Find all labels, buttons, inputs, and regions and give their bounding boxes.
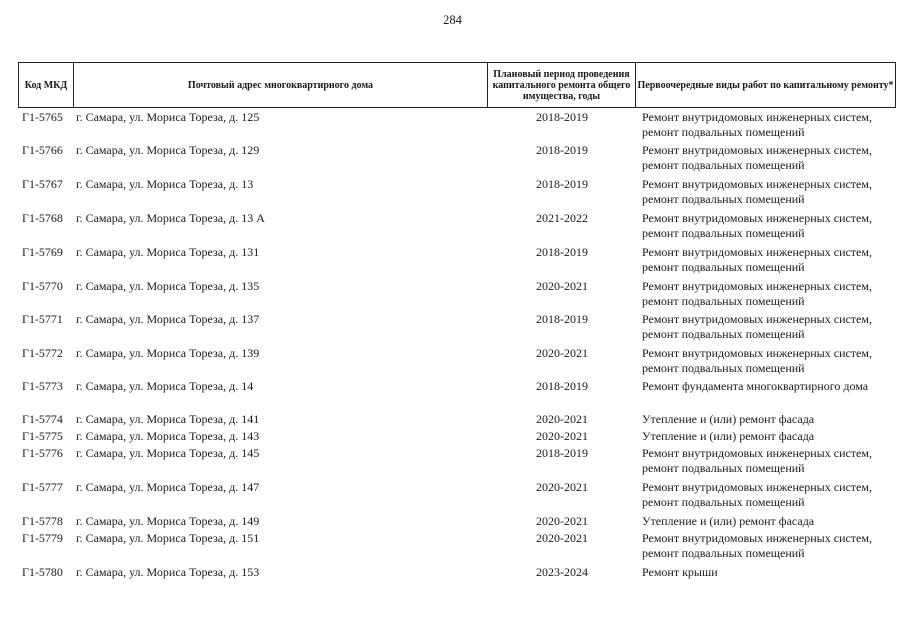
row-address: г. Самара, ул. Мориса Тореза, д. 131 bbox=[76, 245, 260, 259]
row-period: 2018-2019 bbox=[536, 312, 588, 326]
row-period: 2020-2021 bbox=[536, 279, 588, 293]
row-period: 2018-2019 bbox=[536, 143, 588, 157]
row-code: Г1-5769 bbox=[22, 245, 63, 259]
row-works-line: Ремонт внутридомовых инженерных систем, bbox=[642, 177, 872, 191]
row-works bbox=[642, 211, 900, 241]
row-works-line: ремонт подвальных помещений bbox=[642, 361, 805, 375]
header-address: Почтовый адрес многоквартирного дома bbox=[74, 63, 488, 107]
row-address: г. Самара, ул. Мориса Тореза, д. 129 bbox=[76, 143, 260, 157]
row-code: Г1-5779 bbox=[22, 531, 63, 545]
row-code: Г1-5776 bbox=[22, 446, 63, 460]
row-address: г. Самара, ул. Мориса Тореза, д. 149 bbox=[76, 514, 260, 528]
row-code: Г1-5766 bbox=[22, 143, 63, 157]
row-period: 2018-2019 bbox=[536, 245, 588, 259]
row-works-line: ремонт подвальных помещений bbox=[642, 294, 805, 308]
row-address: г. Самара, ул. Мориса Тореза, д. 13 bbox=[76, 177, 254, 191]
row-address: г. Самара, ул. Мориса Тореза, д. 151 bbox=[76, 531, 260, 545]
row-code: Г1-5768 bbox=[22, 211, 63, 225]
row-works bbox=[642, 245, 900, 275]
row-period: 2020-2021 bbox=[536, 480, 588, 494]
row-period: 2020-2021 bbox=[536, 412, 588, 426]
row-works-line: ремонт подвальных помещений bbox=[642, 125, 805, 139]
row-address: г. Самара, ул. Мориса Тореза, д. 135 bbox=[76, 279, 260, 293]
row-works-line: ремонт подвальных помещений bbox=[642, 461, 805, 475]
row-works bbox=[642, 429, 900, 444]
row-works-line: Утепление и (или) ремонт фасада bbox=[642, 514, 815, 528]
row-period: 2020-2021 bbox=[536, 429, 588, 443]
row-works-line: Ремонт внутридомовых инженерных систем, bbox=[642, 531, 872, 545]
row-code: Г1-5777 bbox=[22, 480, 63, 494]
row-works-line: Ремонт внутридомовых инженерных систем, bbox=[642, 312, 872, 326]
row-period: 2018-2019 bbox=[536, 379, 588, 393]
row-works-line: Ремонт внутридомовых инженерных систем, bbox=[642, 110, 872, 124]
row-code: Г1-5773 bbox=[22, 379, 63, 393]
row-works bbox=[642, 379, 900, 394]
row-works bbox=[642, 110, 900, 140]
row-code: Г1-5778 bbox=[22, 514, 63, 528]
row-works-line: Ремонт внутридомовых инженерных систем, bbox=[642, 480, 872, 494]
row-works-line: ремонт подвальных помещений bbox=[642, 158, 805, 172]
row-address: г. Самара, ул. Мориса Тореза, д. 145 bbox=[76, 446, 260, 460]
row-works-line: Ремонт внутридомовых инженерных систем, bbox=[642, 446, 872, 460]
page-number: 284 bbox=[443, 13, 462, 27]
row-period: 2023-2024 bbox=[536, 565, 588, 579]
row-works bbox=[642, 177, 900, 207]
header-period: Плановый период проведения капитального ремонта общего имущества, годы bbox=[488, 63, 636, 107]
row-works-line: Ремонт внутридомовых инженерных систем, bbox=[642, 245, 872, 259]
row-works-line: Ремонт фундамента многоквартирного дома bbox=[642, 379, 869, 393]
row-works-line: ремонт подвальных помещений bbox=[642, 495, 805, 509]
row-period: 2018-2019 bbox=[536, 446, 588, 460]
row-code: Г1-5774 bbox=[22, 412, 63, 426]
row-address: г. Самара, ул. Мориса Тореза, д. 125 bbox=[76, 110, 260, 124]
row-works-line: Ремонт внутридомовых инженерных систем, bbox=[642, 346, 872, 360]
row-period: 2020-2021 bbox=[536, 531, 588, 545]
row-works-line: ремонт подвальных помещений bbox=[642, 546, 805, 560]
row-works-line: ремонт подвальных помещений bbox=[642, 226, 805, 240]
row-works bbox=[642, 143, 900, 173]
row-address: г. Самара, ул. Мориса Тореза, д. 147 bbox=[76, 480, 260, 494]
row-code: Г1-5780 bbox=[22, 565, 63, 579]
row-works bbox=[642, 480, 900, 510]
row-works-line: Утепление и (или) ремонт фасада bbox=[642, 429, 815, 443]
row-works bbox=[642, 346, 900, 376]
row-works-line: Ремонт внутридомовых инженерных систем, bbox=[642, 279, 872, 293]
row-works bbox=[642, 565, 900, 580]
row-works bbox=[642, 412, 900, 427]
row-code: Г1-5770 bbox=[22, 279, 63, 293]
row-address: г. Самара, ул. Мориса Тореза, д. 14 bbox=[76, 379, 254, 393]
row-works-line: Утепление и (или) ремонт фасада bbox=[642, 412, 815, 426]
row-works bbox=[642, 531, 900, 561]
row-works-line: Ремонт внутридомовых инженерных систем, bbox=[642, 143, 872, 157]
row-period: 2021-2022 bbox=[536, 211, 588, 225]
row-address: г. Самара, ул. Мориса Тореза, д. 13 А bbox=[76, 211, 265, 225]
row-period: 2018-2019 bbox=[536, 110, 588, 124]
row-code: Г1-5775 bbox=[22, 429, 63, 443]
row-works-line: Ремонт внутридомовых инженерных систем, bbox=[642, 211, 872, 225]
row-period: 2020-2021 bbox=[536, 514, 588, 528]
row-address: г. Самара, ул. Мориса Тореза, д. 141 bbox=[76, 412, 260, 426]
row-code: Г1-5771 bbox=[22, 312, 63, 326]
row-address: г. Самара, ул. Мориса Тореза, д. 153 bbox=[76, 565, 260, 579]
row-works bbox=[642, 279, 900, 309]
row-works-line: Ремонт крыши bbox=[642, 565, 718, 579]
row-address: г. Самара, ул. Мориса Тореза, д. 143 bbox=[76, 429, 260, 443]
row-code: Г1-5767 bbox=[22, 177, 63, 191]
row-period: 2020-2021 bbox=[536, 346, 588, 360]
row-works bbox=[642, 446, 900, 476]
row-code: Г1-5765 bbox=[22, 110, 63, 124]
row-period: 2018-2019 bbox=[536, 177, 588, 191]
row-works-line: ремонт подвальных помещений bbox=[642, 327, 805, 341]
row-works-line: ремонт подвальных помещений bbox=[642, 260, 805, 274]
row-works-line: ремонт подвальных помещений bbox=[642, 192, 805, 206]
row-code: Г1-5772 bbox=[22, 346, 63, 360]
header-code: Код МКД bbox=[18, 63, 74, 107]
row-works bbox=[642, 514, 900, 529]
row-address: г. Самара, ул. Мориса Тореза, д. 139 bbox=[76, 346, 260, 360]
row-address: г. Самара, ул. Мориса Тореза, д. 137 bbox=[76, 312, 260, 326]
row-works bbox=[642, 312, 900, 342]
header-works: Первоочередные виды работ по капитальному ремонту* bbox=[636, 63, 896, 107]
